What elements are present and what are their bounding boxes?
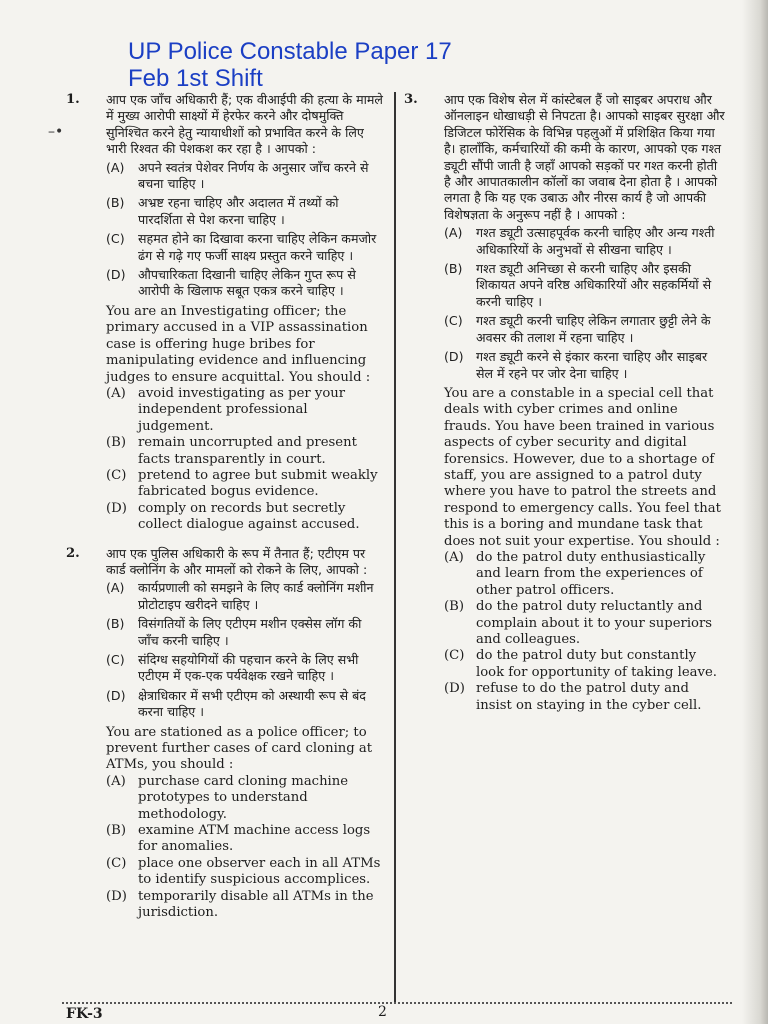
question-stem-english: You are a constable in a special cell that deals with cyber crimes and online frauds. You have been trained in various aspects of cyber security and digital forensics. However, due to a shortage of staff, you are assigned to a patrol duty where you have to patrol the streets and respond to emergency calls. You feel that this is a boring and mundane task that does not suit your expertise. You should :: [444, 385, 721, 549]
option-english: (B) do the patrol duty reluctantly and complain about it to your superiors and colleagues.: [444, 599, 713, 647]
question-stem-english: You are an Investigating officer; the primary accused in a VIP assassination case is offering huge bribes for manipulating evidence and influencing judges to ensure acquittal. You should :: [106, 303, 371, 385]
question-stem-hindi: आप एक पुलिस अधिकारी के रूप में तैनात हैं; एटीएम पर कार्ड क्लोनिंग के और मामलों को रोकने के लिए, आपको :: [106, 545, 368, 577]
option-english: (A) avoid investigating as per your independent professional judgement.: [106, 385, 346, 434]
question-english-block: [444, 386, 726, 714]
pencil-mark: –•: [48, 124, 64, 140]
question-stem-english: You are stationed as a police officer; to prevent further cases of card cloning at ATMs, you should :: [106, 724, 373, 773]
footer-rule: [62, 1002, 732, 1004]
question-2: [66, 546, 384, 922]
option-english: (C) place one observer each in all ATMs to identify suspicious accomplices.: [106, 855, 381, 888]
option-hindi: (B) गश्त ड्यूटी अनिच्छा से करनी चाहिए और इसकी शिकायत अपने वरिष्ठ अधिकारियों और सहकर्मियों से करनी चाहिए ।: [444, 261, 712, 309]
option-hindi: (B) अभ्रष्ट रहना चाहिए और अदालत में तथ्यों को पारदर्शिता से पेश करना चाहिए ।: [106, 195, 339, 227]
question-3: [404, 92, 726, 714]
option-english: (C) do the patrol duty but constantly look for opportunity of taking leave.: [444, 648, 717, 680]
question-number: 3.: [404, 92, 418, 107]
option-hindi: (D) औपचारिकता दिखानी चाहिए लेकिन गुप्त रूप से आरोपी के खिलाफ सबूत एकत्र करने चाहिए ।: [106, 267, 356, 299]
option-hindi: (A) कार्यप्रणाली को समझने के लिए कार्ड क्लोनिंग मशीन प्रोटोटाइप खरीदने चाहिए ।: [106, 580, 374, 612]
option-hindi: (D) गश्त ड्यूटी करने से इंकार करना चाहिए और साइबर सेल में रहने पर जोर देना चाहिए ।: [444, 349, 708, 381]
option-english: (A) purchase card cloning machine prototypes to understand methodology.: [106, 773, 349, 822]
question-stem-hindi: आप एक जाँच अधिकारी हैं; एक वीआईपी की हत्या के मामले में मुख्य आरोपी साक्ष्यों में हेरफेर करने और दोषमुक्ति सुनिश्चित करने हेतु न्यायाधीशों को प्रभावित करने के लिए भारी रिश्वत की पेशकश कर रहा है । आपको :: [106, 92, 383, 157]
option-hindi: (C) सहमत होने का दिखावा करना चाहिए लेकिन कमजोर ढंग से गढ़े गए फर्जी साक्ष्य प्रस्तुत करने चाहिए ।: [106, 231, 377, 263]
question-stem-hindi: आप एक विशेष सेल में कांस्टेबल हैं जो साइबर अपराध और ऑनलाइन धोखाधड़ी से निपटता है। आपको साइबर सुरक्षा और डिजिटल फोरेंसिक के विभिन्न पहलुओं में प्रशिक्षित किया गया है। हालाँकि, कर्मचारियों की कमी के कारण, आपको एक गश्त ड्यूटी सौंपी जाती है जहाँ आपको सड़कों पर गश्त करनी होती है और आपातकालीन कॉलों का जवाब देना होता है । आपको लगता है कि यह एक उबाऊ और नीरस कार्य है जो आपकी विशेषज्ञता के अनुरूप नहीं है । आपको :: [444, 92, 725, 222]
header-shift: Feb 1st Shift: [128, 65, 263, 92]
question-number: 1.: [66, 92, 80, 107]
option-english: (C) pretend to agree but submit weakly fabricated bogus evidence.: [106, 467, 378, 500]
right-column: [404, 92, 726, 726]
option-hindi: (A) अपने स्वतंत्र पेशेवर निर्णय के अनुसार जाँच करने से बचना चाहिए ।: [106, 159, 369, 192]
option-english: (B) examine ATM machine access logs for anomalies.: [106, 823, 371, 855]
header-title: UP Police Constable Paper 17: [128, 38, 452, 65]
option-hindi: (C) गश्त ड्यूटी करनी चाहिए लेकिन लगातार छुट्टी लेने के अवसर की तलाश में रहना चाहिए ।: [444, 313, 711, 345]
question-number: 2.: [66, 545, 80, 561]
option-english: (D) refuse to do the patrol duty and insist on staying in the cyber cell.: [444, 681, 702, 713]
booklet-code: FK-3: [66, 1006, 103, 1022]
left-column: [66, 92, 384, 934]
option-english: (D) temporarily disable all ATMs in the jurisdiction.: [106, 888, 374, 921]
page-edge-shadow: [742, 0, 768, 1024]
page-header: [128, 38, 452, 92]
page-number: 2: [378, 1004, 387, 1020]
option-hindi: (B) विसंगतियों के लिए एटीएम मशीन एक्सेस लॉग की जाँच करनी चाहिए ।: [106, 616, 362, 648]
option-english: (D) comply on records but secretly collect dialogue against accused.: [106, 500, 360, 533]
option-hindi: (D) क्षेत्राधिकार में सभी एटीएम को अस्थायी रूप से बंद करना चाहिए ।: [106, 687, 366, 720]
option-english: (A) do the patrol duty enthusiastically and learn from the experiences of other patrol officers.: [444, 549, 706, 598]
option-hindi: (C) संदिग्ध सहयोगियों की पहचान करने के लिए सभी एटीएम में एक-एक पर्यवेक्षक रखने चाहिए ।: [106, 652, 359, 684]
question-1: [66, 92, 384, 534]
question-english-block: [106, 725, 384, 922]
option-hindi: (A) गश्त ड्यूटी उत्साहपूर्वक करनी चाहिए और अन्य गश्ती अधिकारियों के अनुभवों से सीखना चाहिए ।: [444, 225, 715, 257]
option-english: (B) remain uncorrupted and present facts transparently in court.: [106, 435, 357, 467]
column-divider: [394, 92, 396, 1002]
question-english-block: [106, 304, 384, 534]
